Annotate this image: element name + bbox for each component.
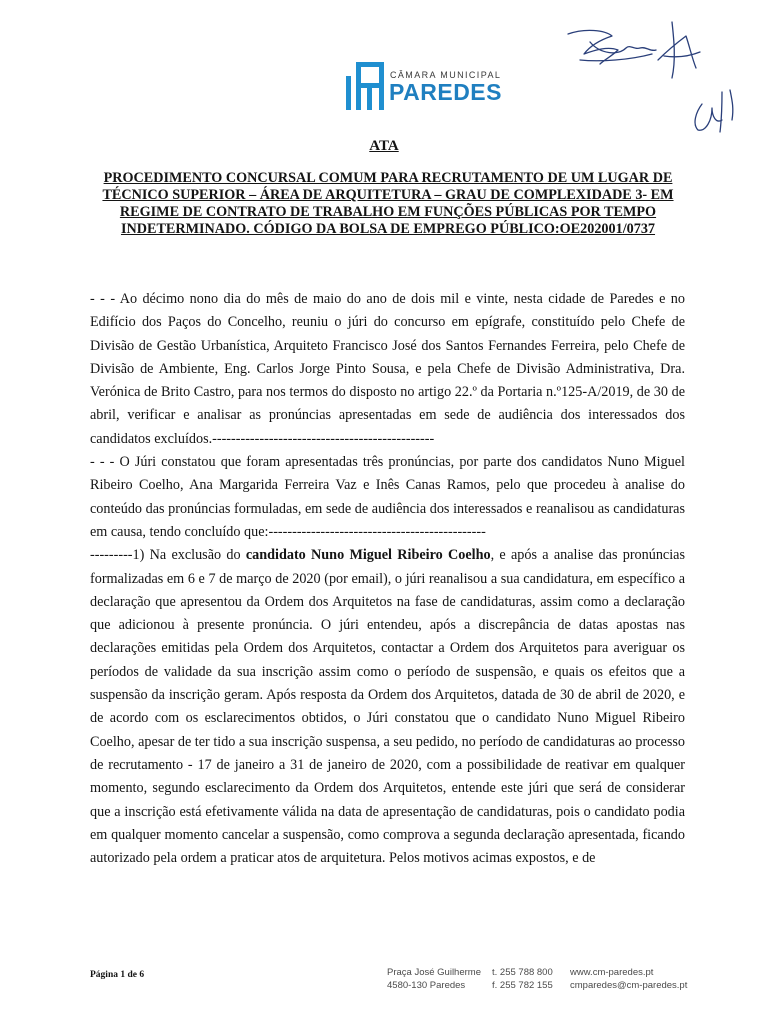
- logo-name: PAREDES: [389, 79, 502, 105]
- phone-number: t. 255 788 800: [492, 967, 553, 978]
- paragraph-text: , e após a analise das pronúncias formalizadas em 6 e 7 de março de 2020 (por email), o júri reanalisou a sua candidatura, em específico a declaração que apresentou da Ordem dos Arquitetos na fase de candidaturas, assim como a declaração que adicionou à presente pronúncia. O júri entendeu, após a discrepância de datas apostas nas declarações emitidas pela Ordem dos Arquitetos, contactar a Ordem dos Arquitetos para averiguar os períodos de validade da sua inscrição assim como o período de suspensão, e quais os efeitos que a suspensão da inscrição geram. Após resposta da Ordem dos Arquitetos, datada de 30 de abril de 2020, e de acordo com os esclarecimentos obtidos, o Júri constatou que o candidato Nuno Miguel Ribeiro Coelho, apesar de ter tido a sua inscrição suspensa, a seu pedido, no período de candidaturas ao processo de recrutamento - 17 de janeiro a 31 de janeiro de 2020, com a possibilidade de reativar em qualquer momento, segundo esclarecimento da Ordem dos Arquitetos, entende este júri que será de considerar que a inscrição está efetivamente válida na data de apresentação de candidaturas, pois o candidato podia em qualquer momento cancelar a suspensão, como comprova a segunda declaração apresentada, ficando autorizado pela ordem a praticar atos de arquitetura. Pelos motivos acimas expostos, e de: [90, 547, 685, 867]
- page-number: Página 1 de 6: [90, 970, 145, 980]
- paragraph: - - - O Júri constatou que foram apresentadas três pronúncias, por parte dos candidatos Nuno Miguel Ribeiro Coelho, Ana Margarida Ferreira Vaz e Inês Canas Ramos, pelo que procedeu à analise do conteúdo das pronúncias formuladas, em sede de audiência dos interessados e reanalisou as candidaturas em causa, tendo concluído que:----------------------------------------------: [90, 454, 685, 540]
- email-link[interactable]: cmparedes@cm-paredes.pt: [570, 980, 688, 991]
- document-body: [90, 288, 685, 870]
- footer-contacts: [570, 966, 687, 992]
- footer-phone: [492, 966, 553, 992]
- paredes-logo-icon: [346, 62, 386, 112]
- website-link[interactable]: www.cm-paredes.pt: [570, 967, 654, 978]
- municipality-logo: [340, 58, 500, 120]
- address-line: 4580-130 Paredes: [387, 980, 466, 991]
- handwritten-signature: [560, 20, 750, 140]
- candidate-name: candidato Nuno Miguel Ribeiro Coelho: [245, 547, 491, 564]
- address-line: Praça José Guilherme: [387, 967, 481, 978]
- document-title: ATA: [369, 138, 399, 154]
- logo-subtitle: CÂMARA MUNICIPAL: [390, 70, 502, 80]
- paragraph-prefix: ---------1) Na exclusão do: [90, 547, 246, 564]
- paragraph: [90, 544, 685, 870]
- paragraph: - - - Ao décimo nono dia do mês de maio do ano de dois mil e vinte, nesta cidade de Paredes e no Edifício dos Paços do Concelho, reuniu o júri do concurso em epígrafe, constituído pelo Chefe de Divisão de Gestão Urbanística, Arquiteto Francisco José dos Santos Fernandes Ferreira, pelo Chefe de Divisão de Ambiente, Eng. Carlos Jorge Pinto Sousa, e pela Chefe de Divisão Administrativa, Dra. Verónica de Brito Castro, para nos termos do disposto no artigo 22.º da Portaria n.º125-A/2019, de 30 de abril, verificar e analisar as pronúncias apresentadas em sede de audiência dos interessados dos candidatos excluídos.-----------------------------------------------: [90, 291, 685, 447]
- fax-number: f. 255 782 155: [492, 980, 553, 991]
- document-heading: PROCEDIMENTO CONCURSAL COMUM PARA RECRUTAMENTO DE UM LUGAR DE TÉCNICO SUPERIOR – ÁREA DE ARQUITETURA – GRAU DE COMPLEXIDADE 3- EM REGIME DE CONTRATO DE TRABALHO EM FUNÇÕES PÚBLICAS POR TEMPO INDETERMINADO. CÓDIGO DA BOLSA DE EMPREGO PÚBLICO:OE202001/0737: [102, 170, 674, 237]
- footer-address: [387, 966, 481, 992]
